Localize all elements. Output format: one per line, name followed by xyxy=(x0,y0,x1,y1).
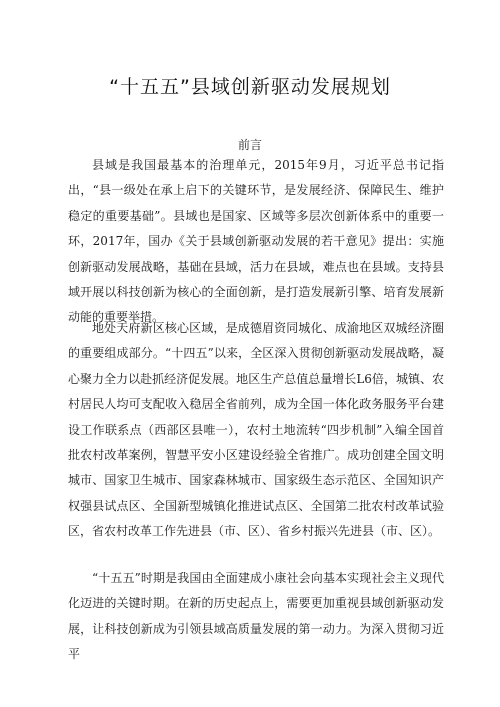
paragraph-text: “十五五”时期是我国由全面建成小康社会向基本实现社会主义现代化迈进的关键时期。在新的历史起点上，需要更加重视县域创新驱动发展，让科技创新成为引领县域高质量发展的第一动力。为深入贯彻习近平 xyxy=(68,571,444,662)
paragraph-block xyxy=(68,316,444,545)
paragraph-block xyxy=(68,566,444,668)
paragraph-text: 县域是我国最基本的治理单元，2015年9月，习近平总书记指出，“县一级处在承上启下的关键环节，是发展经济、保障民生、维护稳定的重要基础”。县域也是国家、区域等多层次创新体系中的重要一环，2017年，国办《关于县域创新驱动发展的若干意见》提出：实施创新驱动发展战略，基础在县域，活力在县域，难点也在县域。支持县域开展以科技创新为核心的全面创新，是打造发展新引擎、培育发展新动能的重要举措。 xyxy=(68,158,444,325)
section-heading: 前言 xyxy=(237,138,262,152)
document-title: “十五五”县域创新驱动发展规划 xyxy=(109,76,391,98)
paragraph-block xyxy=(68,153,444,331)
paragraph-text: 地处天府新区核心区域，是成德眉资同城化、成渝地区双城经济圈的重要组成部分。“十四五”以来，全区深入贯彻创新驱动发展战略，凝心聚力全力以赴抓经济促发展。地区生产总值总量增长L6倍，城镇、农村居民人均可支配收入稳居全省前列，成为全国一体化政务服务平台建设工作联系点（西部区县唯一），农村土地流转“四步机制”入编全国首批农村改革案例，智慧平安小区建设经验全省推广。成功创建全国文明城市、国家卫生城市、国家森林城市、国家级生态示范区、全国知识产权强县试点区、全国新型城镇化推进试点区、全国第二批农村改革试验区，省农村改革工作先进县（市、区）、省乡村振兴先进县（市、区）。 xyxy=(68,321,444,539)
